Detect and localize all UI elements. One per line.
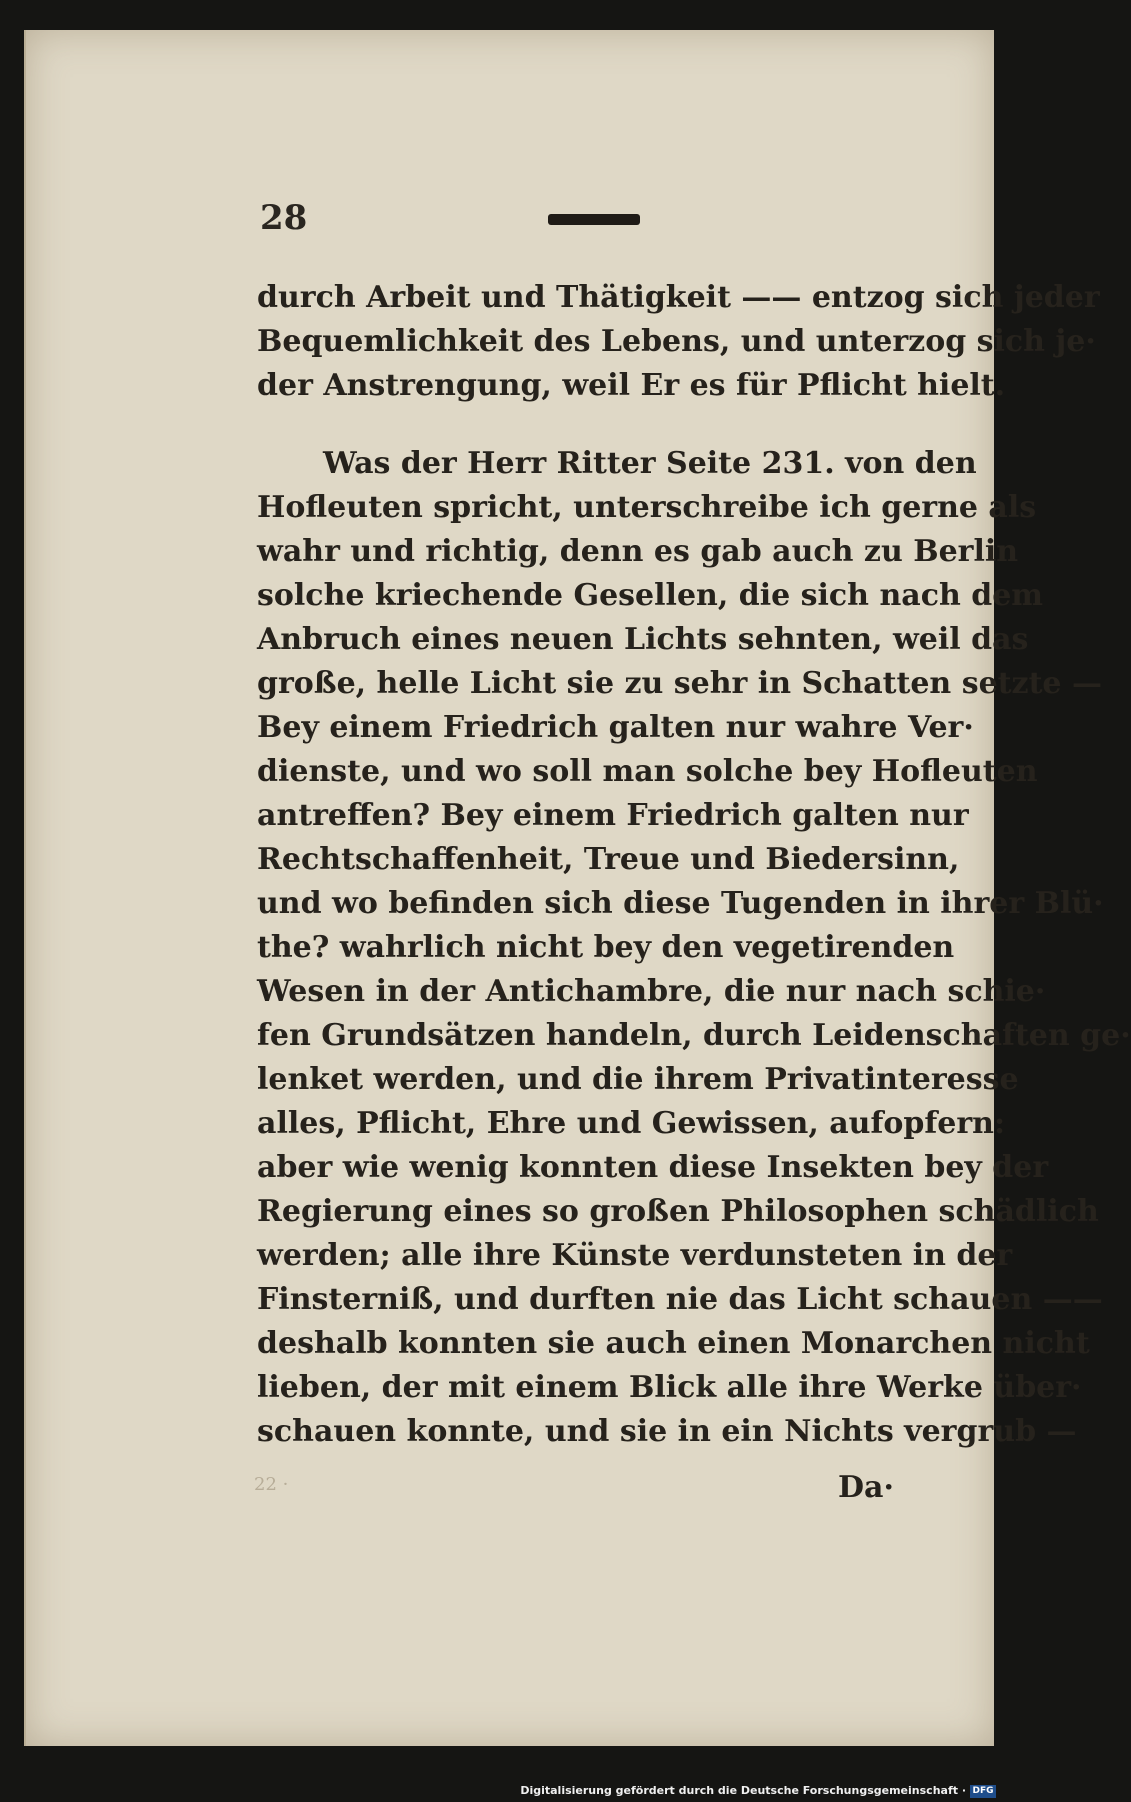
text-line: wahr und richtig, denn es gab auch zu Berlin (257, 534, 1019, 569)
footer-bar (0, 1782, 1000, 1802)
text-line: dienste, und wo soll man solche bey Hofleuten (257, 754, 1038, 789)
text-line: Anbruch eines neuen Lichts sehnten, weil das (257, 622, 1029, 657)
header-rule-ornament (548, 214, 640, 225)
text-line: lieben, der mit einem Blick alle ihre Werke über· (257, 1370, 1082, 1405)
text-line: durch Arbeit und Thätigkeit —— entzog sich jeder (257, 280, 1100, 315)
text-line: Regierung eines so großen Philosophen schädlich (257, 1194, 1099, 1229)
text-line: und wo befinden sich diese Tugenden in ihrer Blü· (257, 886, 1104, 921)
text-line: Bequemlichkeit des Lebens, und unterzog sich je· (257, 324, 1096, 359)
text-line: schauen konnte, und sie in ein Nichts vergrub — (257, 1414, 1077, 1449)
text-line: alles, Pflicht, Ehre und Gewissen, aufopfern: (257, 1106, 1006, 1141)
text-line: deshalb konnten sie auch einen Monarchen nicht (257, 1326, 1090, 1361)
text-line: große, helle Licht sie zu sehr in Schatten setzte — (257, 666, 1102, 701)
catchword: Da· (838, 1470, 894, 1505)
text-line: werden; alle ihre Künste verdunsteten in der (257, 1238, 1013, 1273)
text-line: der Anstrengung, weil Er es für Pflicht hielt. (257, 368, 1006, 403)
text-line: Rechtschaffenheit, Treue und Biedersinn, (257, 842, 960, 877)
signature-mark: 22 · (254, 1474, 289, 1495)
body-text (257, 276, 1131, 1454)
page-number: 28 (260, 198, 308, 238)
text-line: the? wahrlich nicht bey den vegetirenden (257, 930, 955, 965)
paragraph-gap (257, 408, 917, 442)
funding-credit: Digitalisierung gefördert durch die Deutsche Forschungsgemeinschaft · (520, 1784, 966, 1797)
text-line: Hofleuten spricht, unterschreibe ich gerne als (257, 490, 1037, 525)
text-line: Wesen in der Antichambre, die nur nach schie· (257, 974, 1046, 1009)
text-line: fen Grundsätzen handeln, durch Leidenschaften ge· (257, 1018, 1131, 1053)
text-line: Was der Herr Ritter Seite 231. von den (323, 446, 977, 481)
dfg-logo-icon: DFG (970, 1785, 996, 1798)
text-line: Finsterniß, und durften nie das Licht schauen —— (257, 1282, 1103, 1317)
text-line: lenket werden, und die ihrem Privatinteresse (257, 1062, 1019, 1097)
text-line: solche kriechende Gesellen, die sich nach dem (257, 578, 1044, 613)
text-line: antreffen? Bey einem Friedrich galten nur (257, 798, 969, 833)
page-header (232, 176, 932, 236)
text-line: aber wie wenig konnten diese Insekten bey der (257, 1150, 1049, 1185)
text-line: Bey einem Friedrich galten nur wahre Ver· (257, 710, 974, 745)
